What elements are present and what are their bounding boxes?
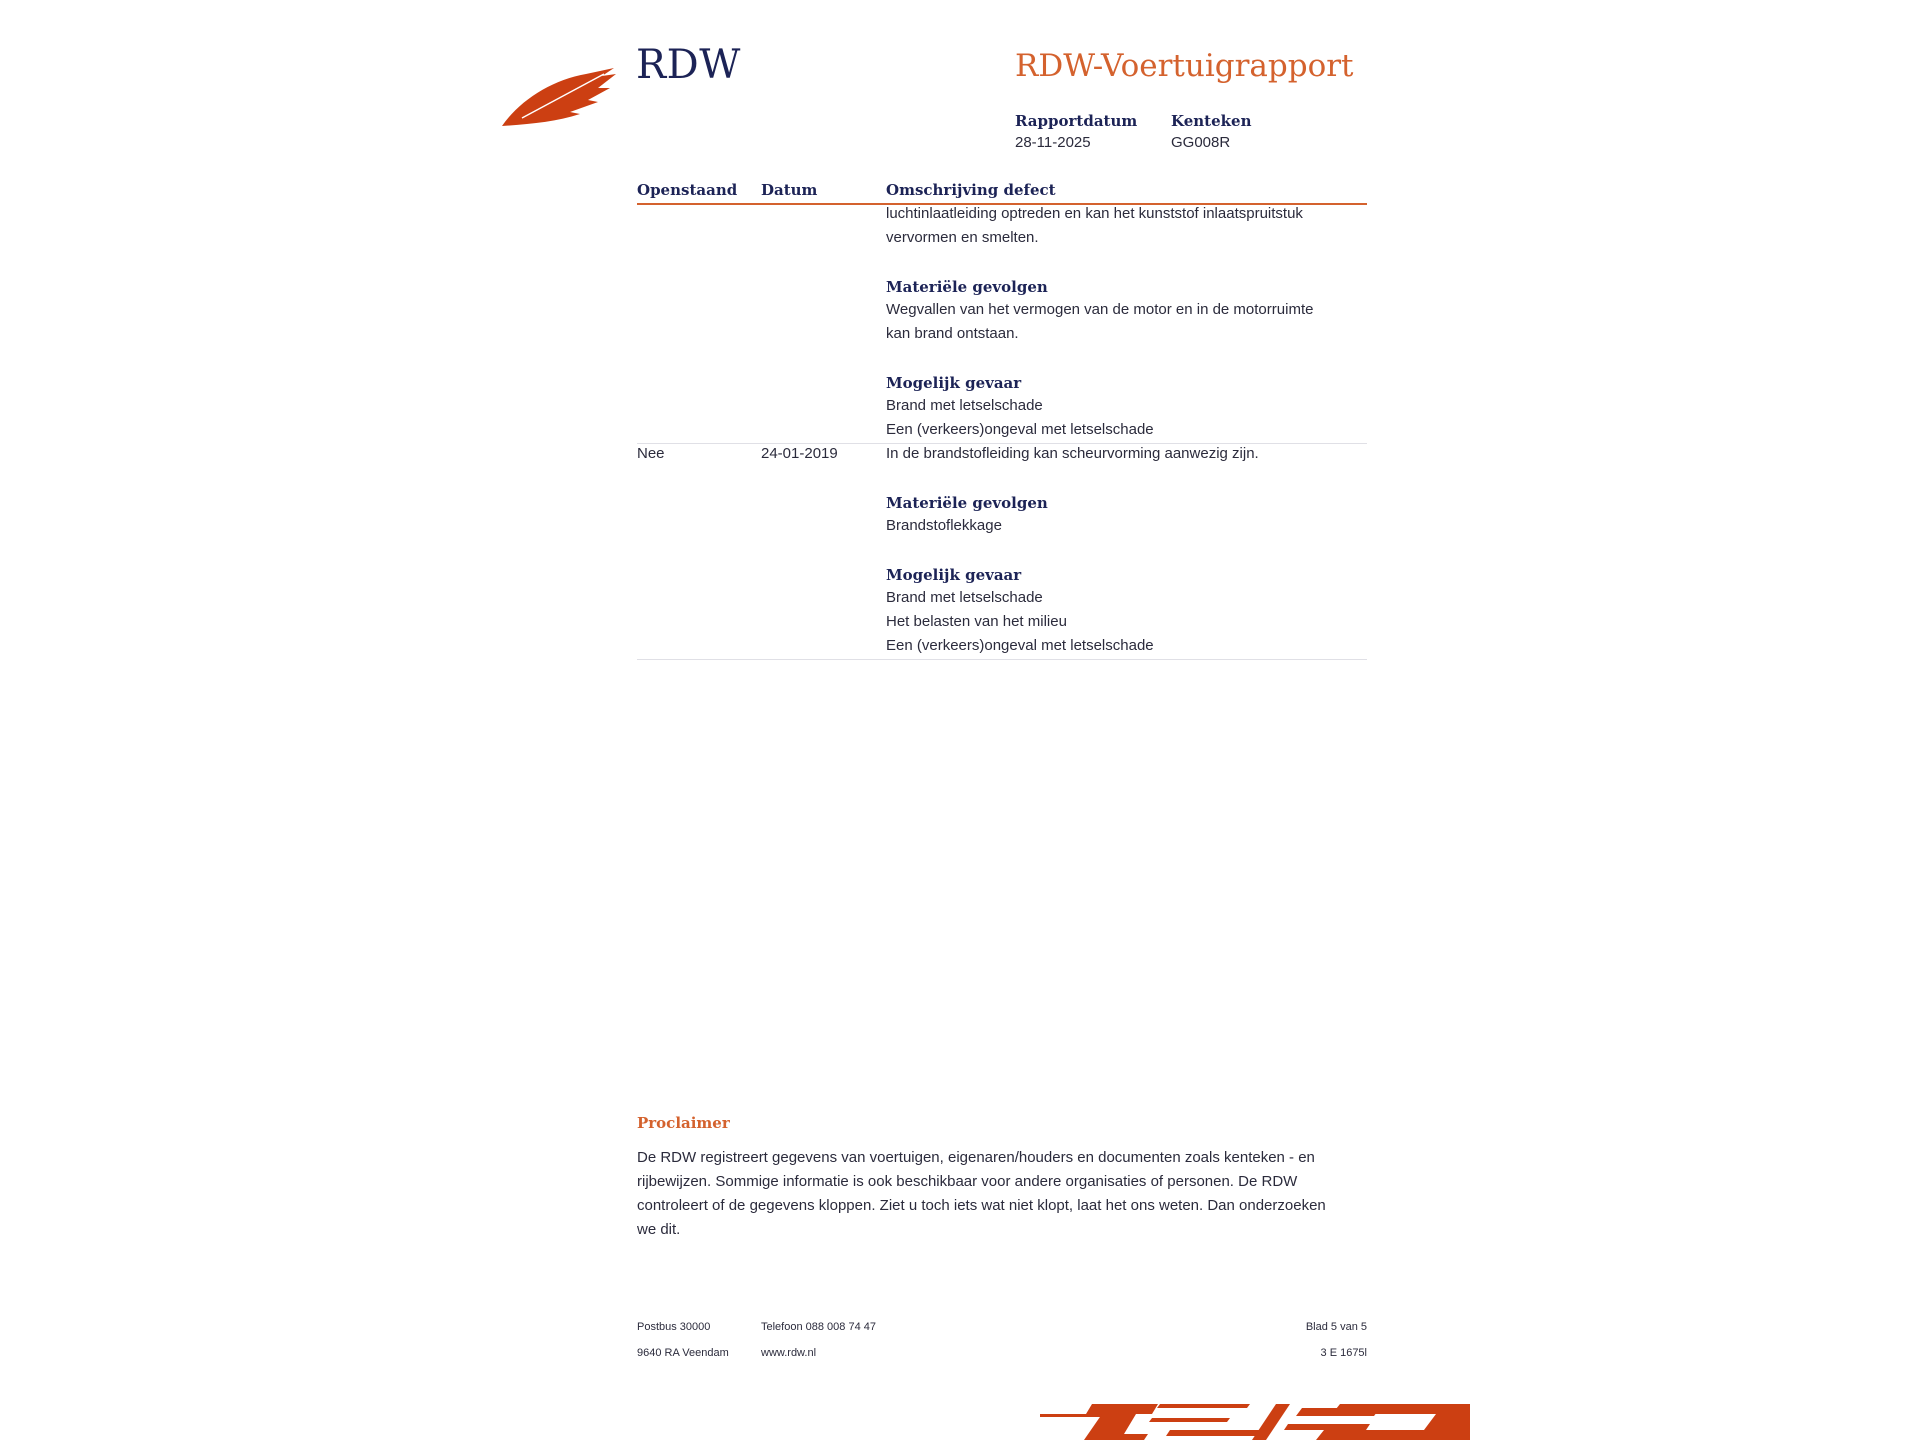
plate-value: GG008R bbox=[1171, 134, 1231, 151]
material-consequence: Wegvallen van het vermogen van de motor en in de motorruimte bbox=[886, 301, 1314, 318]
defect-description-line: In de brandstofleiding kan scheurvorming aanwezig zijn. bbox=[886, 445, 1259, 462]
footer-city: 9640 RA Veendam bbox=[637, 1347, 729, 1359]
defect-description-line: luchtinlaatleiding optreden en kan het kunststof inlaatspruitstuk bbox=[886, 205, 1303, 222]
material-consequences-label: Materiële gevolgen bbox=[886, 494, 1048, 512]
proclaimer-text: rijbewijzen. Sommige informatie is ook beschikbaar voor andere organisaties of personen. De RDW bbox=[637, 1173, 1298, 1190]
report-title: RDW-Voertuigrapport bbox=[1015, 48, 1354, 84]
possible-danger: Het belasten van het milieu bbox=[886, 613, 1067, 630]
proclaimer-text: we dit. bbox=[637, 1221, 681, 1238]
footer-document-code: 3 E 1675l bbox=[1320, 1347, 1367, 1359]
plate-label: Kenteken bbox=[1171, 112, 1252, 130]
possible-danger: Brand met letselschade bbox=[886, 397, 1043, 414]
material-consequence: kan brand ontstaan. bbox=[886, 325, 1019, 342]
proclaimer-title: Proclaimer bbox=[637, 1114, 730, 1132]
rdw-logo-feather-icon bbox=[500, 66, 618, 128]
possible-danger-label: Mogelijk gevaar bbox=[886, 566, 1022, 584]
possible-danger-label: Mogelijk gevaar bbox=[886, 374, 1022, 392]
defect-description-line: vervormen en smelten. bbox=[886, 229, 1039, 246]
datum-value: 24-01-2019 bbox=[761, 445, 838, 462]
footer-page-number: Blad 5 van 5 bbox=[1305, 1321, 1367, 1333]
report-date-label: Rapportdatum bbox=[1015, 112, 1138, 130]
material-consequence: Brandstoflekkage bbox=[886, 517, 1002, 534]
brand-name: RDW bbox=[636, 42, 741, 88]
row-divider bbox=[637, 659, 1367, 660]
proclaimer-text: De RDW registreert gegevens van voertuigen, eigenaren/houders en documenten zoals kenteken - en bbox=[637, 1149, 1315, 1166]
possible-danger: Een (verkeers)ongeval met letselschade bbox=[886, 421, 1154, 438]
rdw-stripes-graphic-icon bbox=[1040, 1400, 1470, 1440]
material-consequences-label: Materiële gevolgen bbox=[886, 278, 1048, 296]
proclaimer-text: controleert of de gegevens kloppen. Ziet u toch iets wat niet klopt, laat het ons weten. Dan onderzoeken bbox=[637, 1197, 1326, 1214]
possible-danger: Brand met letselschade bbox=[886, 589, 1043, 606]
column-header-datum: Datum bbox=[761, 181, 818, 199]
footer-postbus: Postbus 30000 bbox=[637, 1321, 711, 1333]
report-date-value: 28-11-2025 bbox=[1015, 134, 1091, 151]
column-header-omschrijving: Omschrijving defect bbox=[886, 181, 1056, 199]
footer-phone: Telefoon 088 008 74 47 bbox=[761, 1321, 876, 1333]
column-header-openstaand: Openstaand bbox=[637, 181, 738, 199]
openstaand-value: Nee bbox=[637, 445, 665, 462]
footer-website-link[interactable]: www.rdw.nl bbox=[761, 1347, 817, 1359]
possible-danger: Een (verkeers)ongeval met letselschade bbox=[886, 637, 1154, 654]
